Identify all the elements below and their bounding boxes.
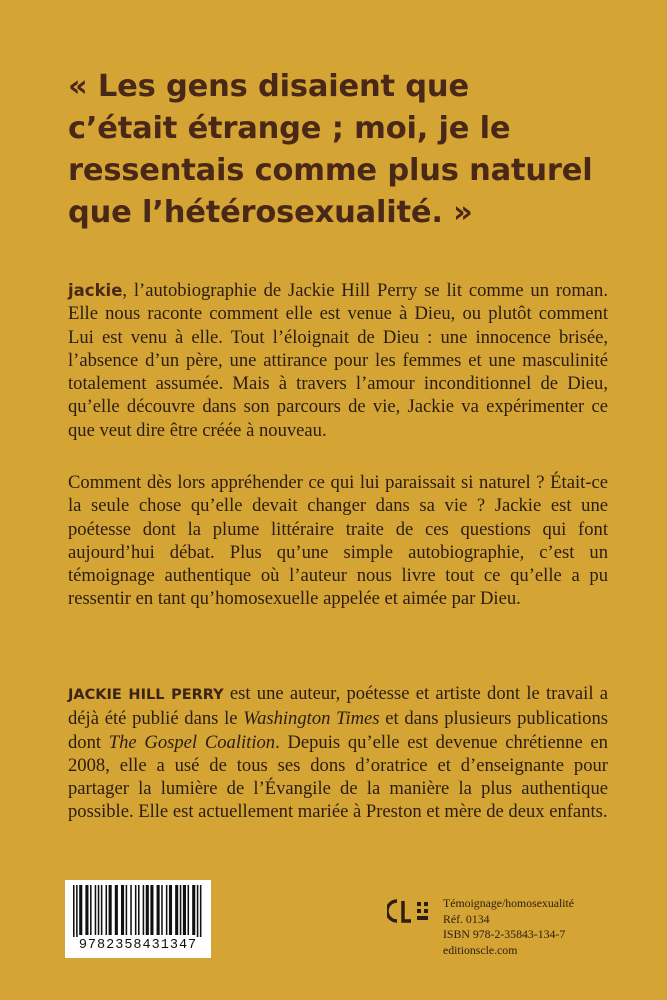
quote-line: « Les gens disaient que — [68, 69, 469, 104]
barcode-bar — [175, 885, 178, 935]
barcode-bar — [85, 885, 88, 935]
barcode-bar — [183, 885, 186, 935]
publication-name: Washington Times — [243, 708, 380, 730]
barcode-bar — [169, 885, 172, 935]
barcode-bar — [106, 885, 108, 935]
barcode-bar — [138, 885, 140, 935]
barcode-bar — [192, 885, 195, 935]
barcode-bar — [166, 885, 168, 935]
bio-text: et dans plusieurs publications dont — [68, 708, 609, 753]
barcode-bar — [200, 885, 202, 937]
back-cover-quote — [68, 66, 628, 234]
author-bio — [68, 682, 608, 824]
barcode-bar — [73, 885, 75, 937]
barcode-bar — [109, 885, 112, 935]
barcode — [65, 880, 211, 958]
barcode-bar — [101, 885, 103, 935]
publication-name: The Gospel Coalition — [108, 731, 276, 753]
barcode-bar — [79, 885, 82, 935]
book-ref: Réf. 0134 — [443, 911, 490, 926]
book-title-lead: jackie — [68, 281, 123, 300]
barcode-bar — [115, 885, 118, 935]
cle-logo-icon — [387, 898, 435, 924]
barcode-bar — [95, 885, 97, 935]
book-category: Témoignage/homosexualité — [443, 896, 575, 910]
barcode-bar — [126, 885, 128, 935]
barcode-bar — [161, 885, 163, 935]
synopsis-text-2: Comment dès lors appréhender ce qui lui paraissait si naturel ? Était-ce la seule chose qu’elle devait changer dans sa vie ? Jackie est une poétesse dont la plume littéraire traite de ces questions qui font aujourd’hui débat. Plus qu’une simple autobiographie, c’est un témoignage authentique où l’auteur nous livre tout ce qu’elle a pu ressentir en tant qu’homosexuelle appelée et aimée par Dieu. — [68, 472, 608, 610]
barcode-bar — [76, 885, 78, 937]
barcode-bars — [71, 885, 205, 937]
publisher-website[interactable]: editionscle.com — [443, 942, 518, 957]
bio-text: . Depuis qu’elle est devenue chrétienne en 2008, elle a usé de tous ses dons d’oratrice et d’enseignante pour partager la lumière de l’Évangile de la manière la plus authentique possible. Elle est actuellement mariée à Preston et mère de deux enfants. — [68, 731, 608, 823]
barcode-bar — [146, 885, 149, 935]
quote-line: que l’hétérosexualité. » — [68, 195, 473, 230]
synopsis-paragraph-1 — [68, 279, 608, 442]
quote-line: ressentais comme plus naturel — [68, 153, 593, 188]
barcode-bar — [197, 885, 199, 937]
barcode-bar — [143, 885, 145, 935]
barcode-bar — [150, 885, 153, 935]
synopsis-paragraph-2 — [68, 471, 608, 611]
bio-text: est une auteur, poétesse et artiste dont le travail a déjà été publié dans le — [68, 683, 608, 730]
barcode-bar — [98, 885, 100, 935]
barcode-bar — [130, 885, 132, 935]
barcode-bar — [90, 885, 92, 935]
synopsis-text-1: , l’autobiographie de Jackie Hill Perry se lit comme un roman. Elle nous raconte comment elle est venue à Dieu, ou plutôt comment Lui est venu à elle. Tout l’éloignait de Dieu : une innocence brisée, l’absence d’un père, une attirance pour les femmes et une masculinité totalement assumée. Mais à travers l’amour inconditionnel de Dieu, qu’elle découvre dans son parcours de vie, Jackie va expérimenter ce que veut dire être créée à nouveau. — [68, 280, 608, 441]
barcode-number: 9782358431347 — [78, 938, 198, 953]
quote-line: c’était étrange ; moi, je le — [68, 111, 511, 146]
barcode-bar — [180, 885, 182, 935]
barcode-bar — [121, 885, 124, 935]
barcode-bar — [157, 885, 160, 935]
book-isbn: ISBN 978-2-35843-134-7 — [443, 927, 566, 941]
barcode-bar — [188, 885, 190, 935]
publisher-info — [443, 896, 574, 958]
author-name: JACKIE HILL PERRY — [68, 687, 224, 703]
barcode-bar — [135, 885, 137, 935]
